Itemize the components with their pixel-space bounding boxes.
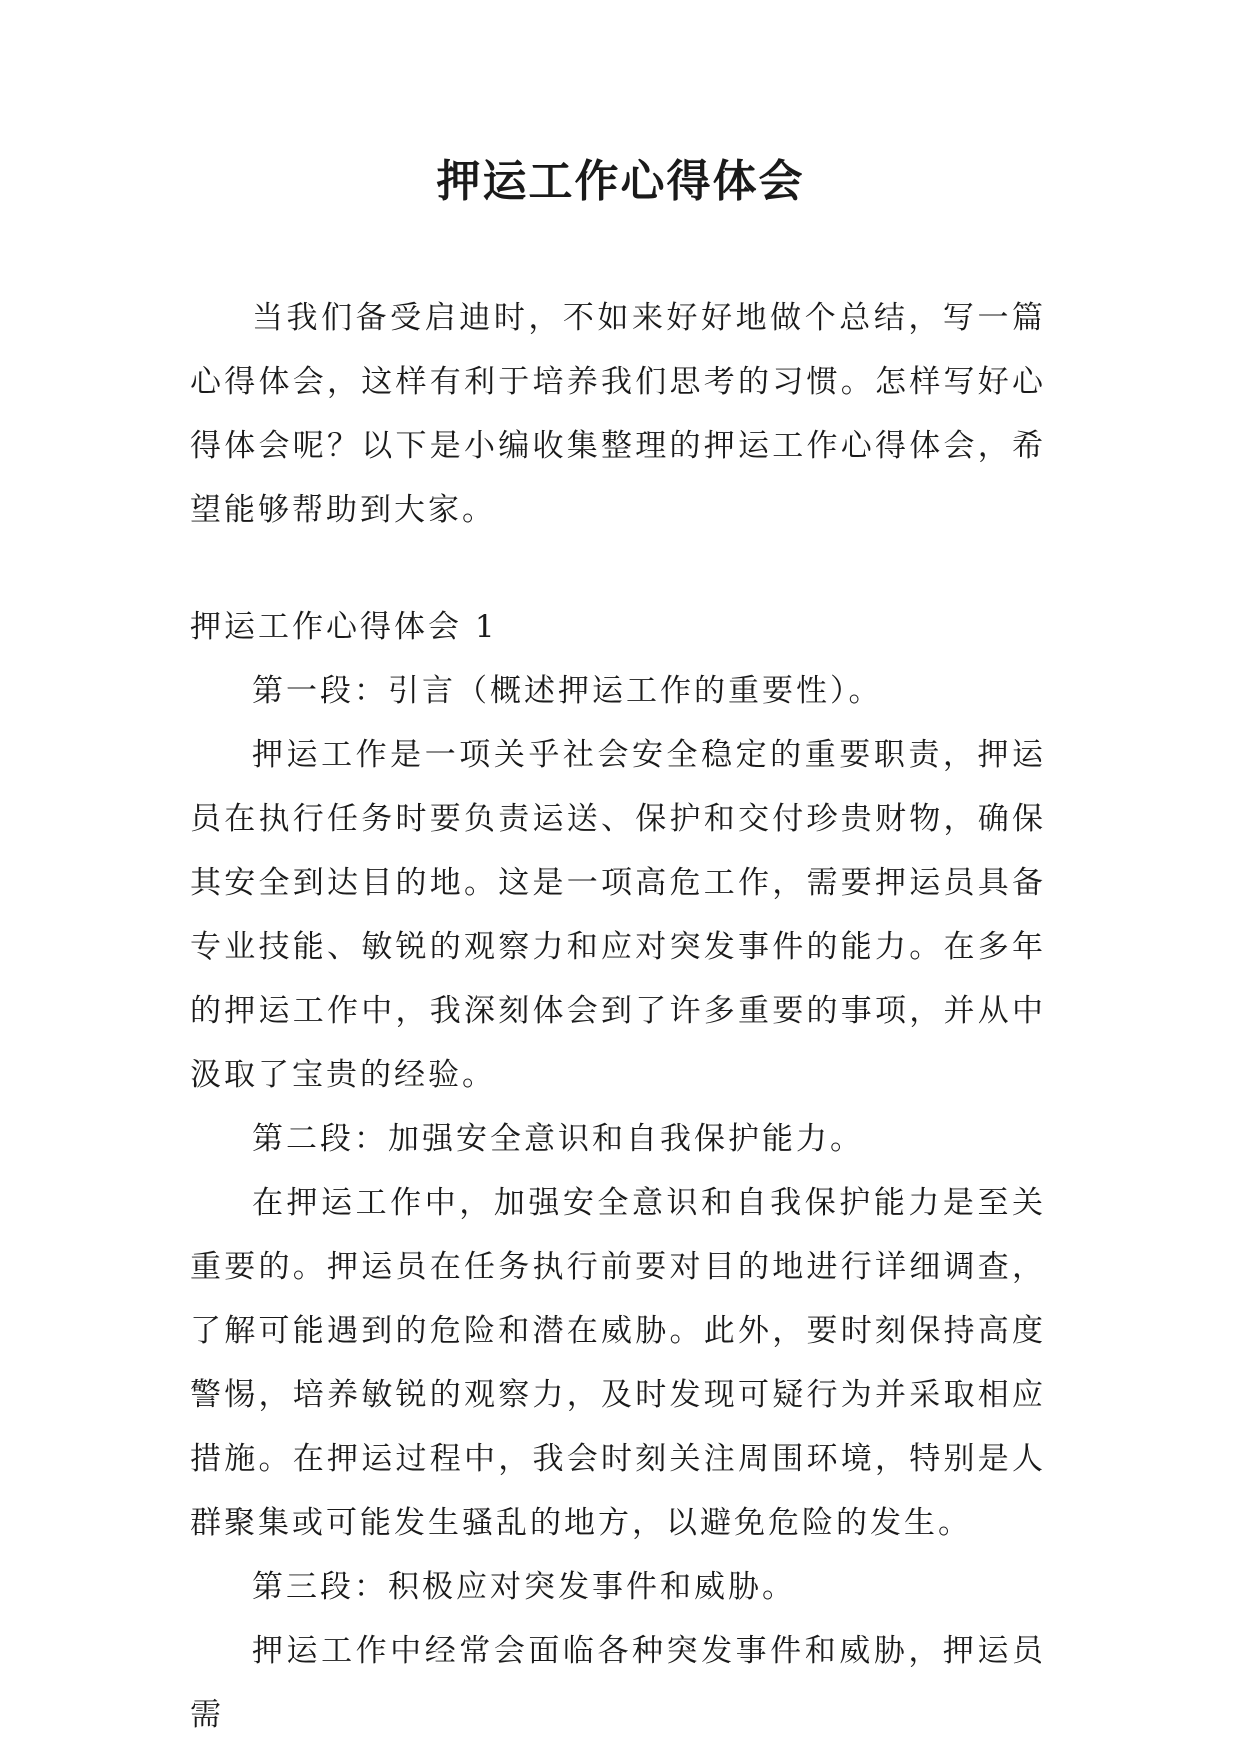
- paragraph-section-one-body: 押运工作是一项关乎社会安全稳定的重要职责，押运员在执行任务时要负责运送、保护和交付珍贵财物，确保其安全到达目的地。这是一项高危工作，需要押运员具备专业技能、敏锐的观察力和应对突发事件的能力。在多年的押运工作中，我深刻体会到了许多重要的事项，并从中汲取了宝贵的经验。: [190, 737, 1046, 1093]
- intro-paragraph: 当我们备受启迪时，不如来好好地做个总结，写一篇心得体会，这样有利于培养我们思考的习惯。怎样写好心得体会呢？以下是小编收集整理的押运工作心得体会，希望能够帮助到大家。: [190, 300, 1046, 528]
- section-heading: 押运工作心得体会 1: [190, 609, 498, 645]
- paragraph-section-two-body: 在押运工作中，加强安全意识和自我保护能力是至关重要的。押运员在任务执行前要对目的地进行详细调查，了解可能遇到的危险和潜在威胁。此外，要时刻保持高度警惕，培养敏锐的观察力，及时发现可疑行为并采取相应措施。在押运过程中，我会时刻关注周围环境，特别是人群聚集或可能发生骚乱的地方，以避免危险的发生。: [190, 1185, 1046, 1541]
- document-title: 押运工作心得体会: [436, 156, 805, 207]
- paragraph-section-one-heading: 第一段：引言（概述押运工作的重要性）。: [252, 673, 883, 709]
- paragraph-section-three-body: 押运工作中经常会面临各种突发事件和威胁，押运员需: [190, 1633, 1046, 1733]
- paragraph-section-two-heading: 第二段：加强安全意识和自我保护能力。: [252, 1121, 864, 1157]
- paragraph-section-three-heading: 第三段：积极应对突发事件和威胁。: [252, 1569, 796, 1605]
- document-body: [190, 286, 1046, 1747]
